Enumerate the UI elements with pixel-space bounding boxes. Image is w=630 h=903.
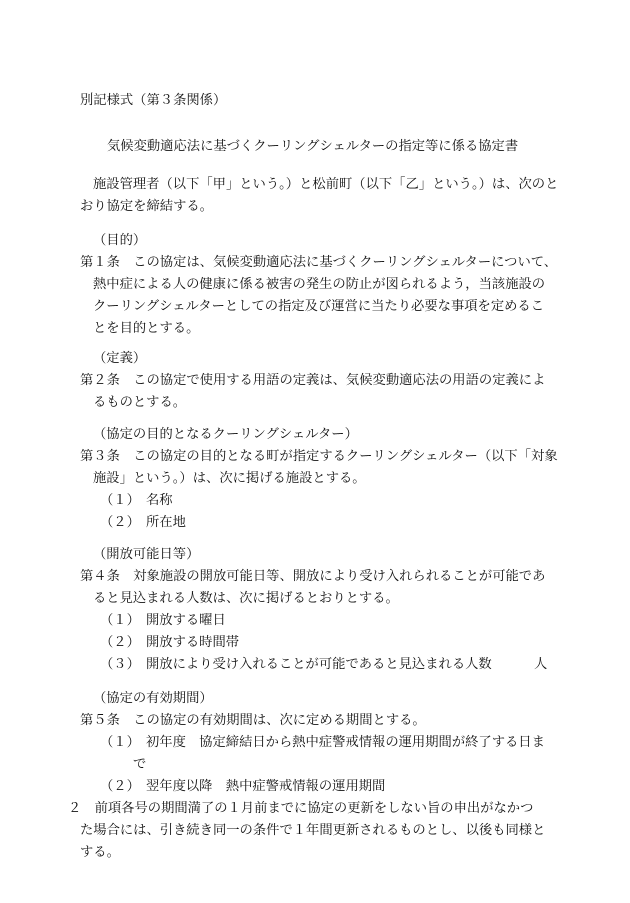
document-title: 気候変動適応法に基づくクーリングシェルターの指定等に係る協定書 — [107, 139, 519, 154]
form-caption: 別記様式（第３条関係） — [80, 93, 227, 108]
article-5-heading: （協定の有効期間） — [93, 691, 213, 706]
item-number: （２） — [100, 779, 140, 794]
article-1-text: 第１条 この協定は、気候変動適応法に基づくクーリングシェルターについて、 — [80, 255, 558, 270]
article-1-text: とを目的とする。 — [93, 321, 200, 336]
item-text: 開放により受け入れることが可能であると見込まれる人数 — [146, 657, 492, 672]
article-2-text: るものとする。 — [93, 395, 187, 410]
intro-line: おり協定を締結する。 — [80, 199, 213, 214]
item-text: 名称 — [146, 493, 173, 508]
item-number: （１） — [100, 735, 140, 750]
paragraph-2-text: する。 — [80, 845, 120, 860]
item-number: （１） — [100, 493, 140, 508]
list-item — [100, 490, 173, 512]
list-item — [100, 654, 492, 676]
article-5-text: 第５条 この協定の有効期間は、次に定める期間とする。 — [80, 713, 426, 728]
article-4-heading: （開放可能日等） — [93, 547, 200, 562]
paragraph-2-text: た場合には、引き続き同一の条件で１年間更新されるものとし、以後も同様と — [80, 823, 546, 838]
list-item — [100, 776, 385, 798]
list-item — [100, 610, 226, 632]
article-1-text: クーリングシェルターとしての指定及び運営に当たり必要な事項を定めるこ — [93, 299, 545, 314]
item-number: （１） — [100, 613, 140, 628]
capacity-unit: 人 — [534, 657, 548, 672]
item-text: 所在地 — [146, 515, 186, 530]
article-2-text: 第２条 この協定で使用する用語の定義は、気候変動適応法の用語の定義によ — [80, 373, 546, 388]
article-1-heading: （目的） — [93, 233, 147, 248]
item-number: （２） — [100, 515, 140, 530]
article-1-text: 熱中症による人の健康に係る被害の発生の防止が図られるよう，当該施設の — [93, 277, 546, 292]
list-item — [100, 732, 545, 754]
paragraph-2-text: ２ 前項各号の期間満了の１月前までに協定の更新をしない旨の申出がなかつ — [68, 801, 534, 816]
article-3-heading: （協定の目的となるクーリングシェルター） — [93, 427, 358, 442]
item-number: （２） — [100, 635, 140, 650]
article-4-text: ると見込まれる人数は、次に掲げるとおりとする。 — [93, 591, 399, 606]
item-text-continued: で — [133, 757, 147, 772]
list-item — [100, 512, 186, 534]
item-number: （３） — [100, 657, 140, 672]
list-item — [100, 632, 239, 654]
item-text: 開放する曜日 — [146, 613, 226, 628]
article-3-text: 第３条 この協定の目的となる町が指定するクーリングシェルター（以下「対象 — [80, 449, 558, 464]
article-2-heading: （定義） — [93, 351, 147, 366]
item-text: 初年度 協定締結日から熱中症警戒情報の運用期間が終了する日ま — [146, 735, 545, 750]
article-3-text: 施設」という。）は、次に掲げる施設とする。 — [93, 471, 366, 486]
item-text: 翌年度以降 熱中症警戒情報の運用期間 — [146, 779, 386, 794]
intro-line: 施設管理者（以下「甲」という。）と松前町（以下「乙」という。）は、次のと — [93, 177, 559, 192]
article-4-text: 第４条 対象施設の開放可能日等、開放により受け入れられることが可能であ — [80, 569, 546, 584]
item-text: 開放する時間帯 — [146, 635, 240, 650]
